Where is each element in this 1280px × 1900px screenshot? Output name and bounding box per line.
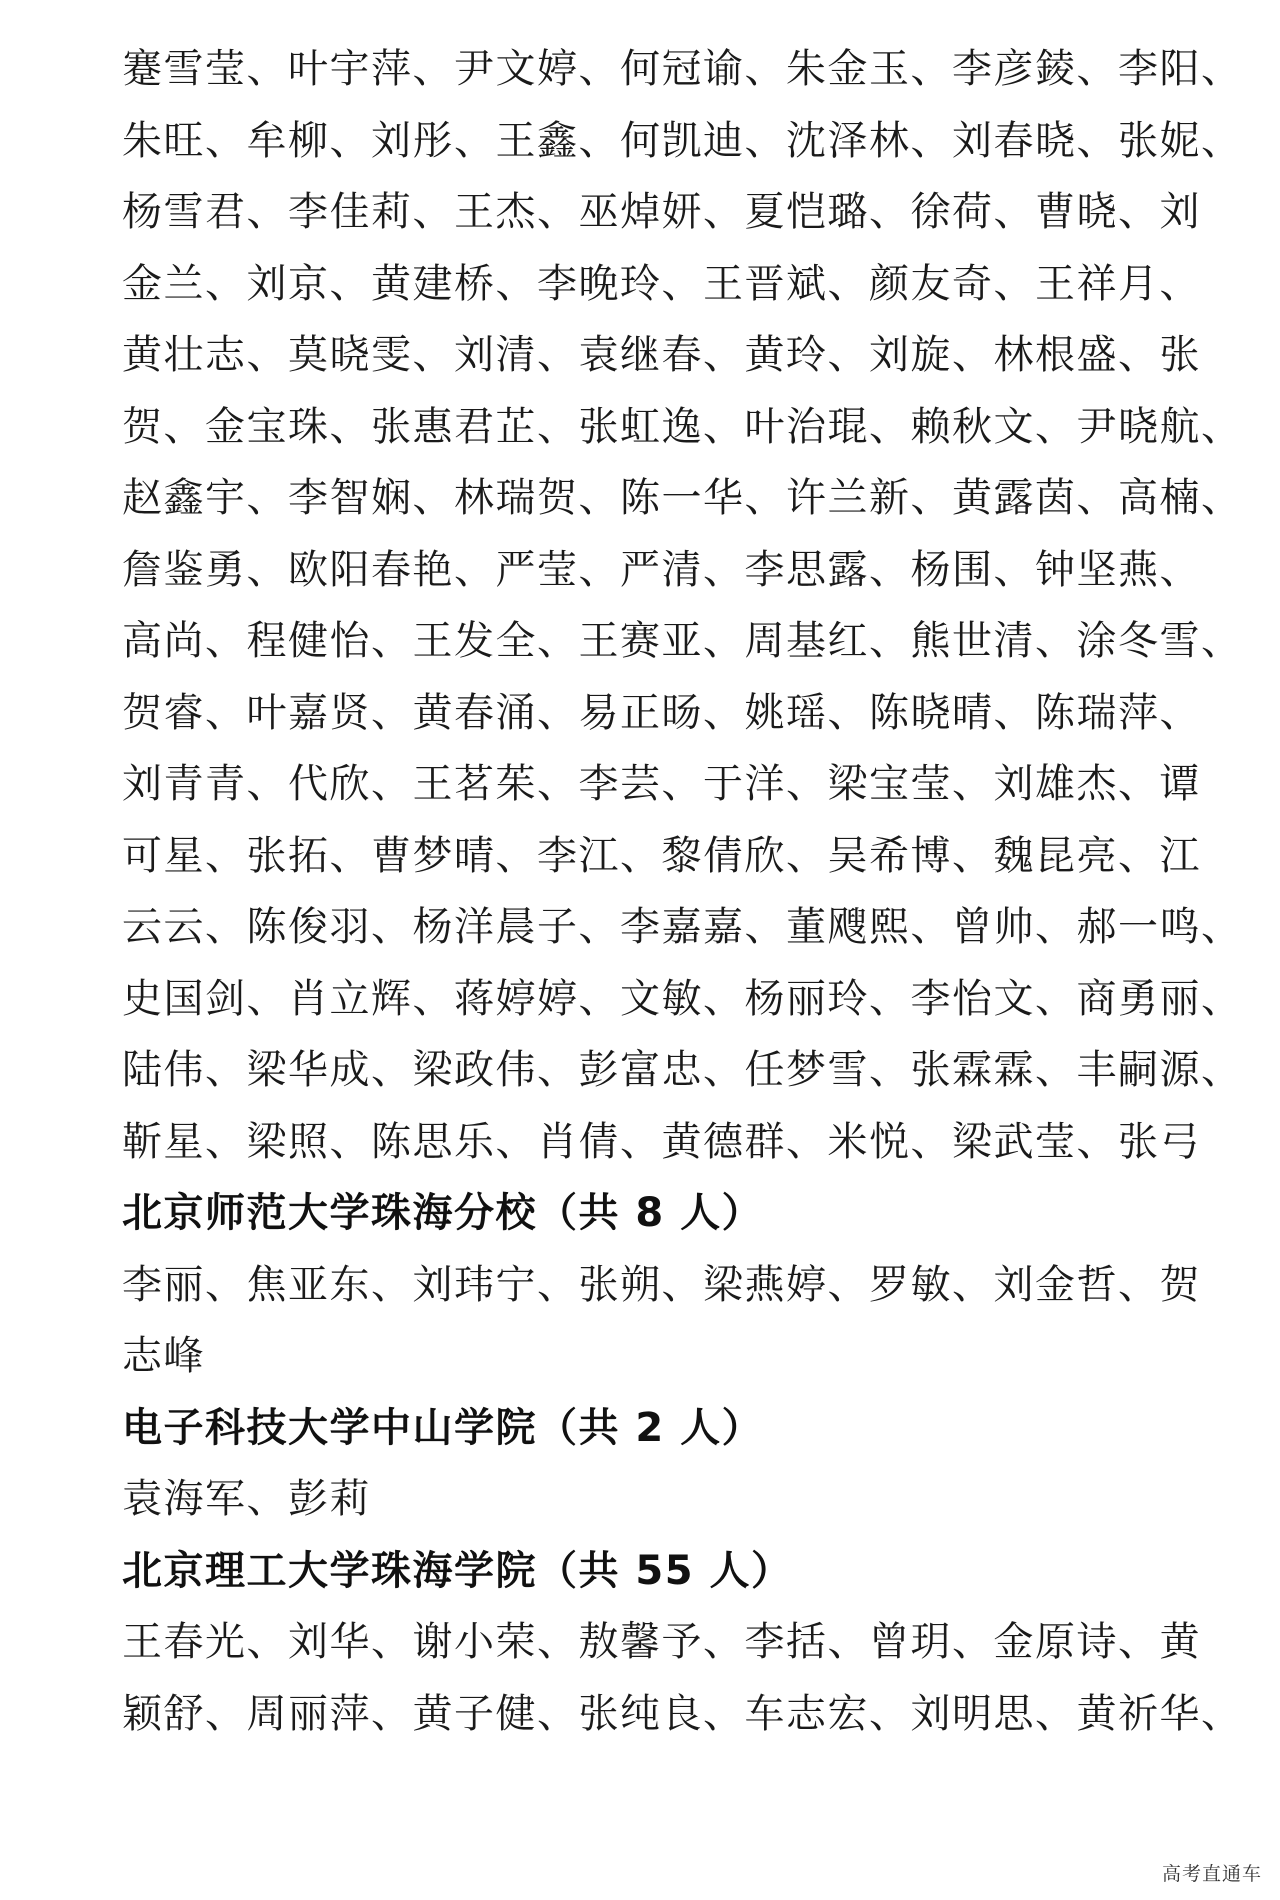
name-list-line: 黄壮志、莫晓雯、刘清、袁继春、黄玲、刘旋、林根盛、张 (122, 332, 1201, 378)
name-list-line: 志峰 (122, 1333, 205, 1379)
name-list-section-1 (122, 34, 1243, 1178)
watermark-text: 高考直通车 (1161, 1863, 1262, 1885)
name-list-line: 贺睿、叶嘉贤、黄春涌、易正旸、姚瑶、陈晓晴、陈瑞萍、 (122, 689, 1201, 736)
school-section-bnu-zhuhai (122, 1178, 1201, 1393)
name-list-line: 詹鉴勇、欧阳春艳、严莹、严清、李思露、杨围、钟坚燕、 (122, 546, 1201, 593)
name-list-line: 云云、陈俊羽、杨洋晨子、李嘉嘉、董飕熙、曾帅、郝一鸣、 (122, 904, 1243, 950)
name-list-line: 金兰、刘京、黄建桥、李晚玲、王晋斌、颜友奇、王祥月、 (122, 260, 1201, 307)
document-page (122, 34, 1243, 1750)
name-list-line: 陆伟、梁华成、梁政伟、彭富忠、任梦雪、张霖霖、丰嗣源、 (122, 1047, 1243, 1093)
name-list-line: 高尚、程健怡、王发全、王赛亚、周基红、熊世清、涂冬雪、 (122, 618, 1243, 664)
name-list-line: 蹇雪莹、叶宇萍、尹文婷、何冠谕、朱金玉、李彦錂、李阳、 (122, 46, 1243, 92)
name-list-line: 王春光、刘华、谢小荣、敖馨予、李括、曾玥、金原诗、黄 (122, 1619, 1201, 1665)
name-list-line: 靳星、梁照、陈思乐、肖倩、黄德群、米悦、梁武莹、张弓 (122, 1118, 1201, 1165)
name-list-line: 贺、金宝珠、张惠君芷、张虹逸、叶治琨、赖秋文、尹晓航、 (122, 403, 1243, 450)
name-list-line: 赵鑫宇、李智娴、林瑞贺、陈一华、许兰新、黄露茵、高楠、 (122, 475, 1243, 521)
name-list-line: 朱旺、牟柳、刘彤、王鑫、何凯迪、沈泽林、刘春晓、张妮、 (122, 117, 1243, 164)
school-heading: 电子科技大学中山学院（共 2 人） (122, 1404, 764, 1451)
school-section-bit-zhuhai (122, 1536, 1243, 1751)
name-list-line: 颖舒、周丽萍、黄子健、张纯良、车志宏、刘明思、黄祈华、 (122, 1690, 1243, 1737)
school-heading: 北京理工大学珠海学院（共 55 人） (122, 1547, 793, 1594)
name-list-line: 史国剑、肖立辉、蒋婷婷、文敏、杨丽玲、李怡文、商勇丽、 (122, 975, 1243, 1022)
name-list-line: 袁海军、彭莉 (122, 1476, 371, 1522)
name-list-line: 李丽、焦亚东、刘玮宁、张朔、梁燕婷、罗敏、刘金哲、贺 (122, 1261, 1201, 1308)
name-list-line: 杨雪君、李佳莉、王杰、巫焯妍、夏恺璐、徐荷、曹晓、刘 (122, 189, 1201, 235)
school-section-uestc-zhongshan (122, 1393, 1182, 1536)
name-list-line: 刘青青、代欣、王茗茱、李芸、于洋、梁宝莹、刘雄杰、谭 (122, 761, 1201, 807)
school-heading: 北京师范大学珠海分校（共 8 人） (122, 1190, 764, 1236)
name-list-line: 可星、张拓、曹梦晴、李江、黎倩欣、吴希博、魏昆亮、江 (122, 832, 1201, 879)
